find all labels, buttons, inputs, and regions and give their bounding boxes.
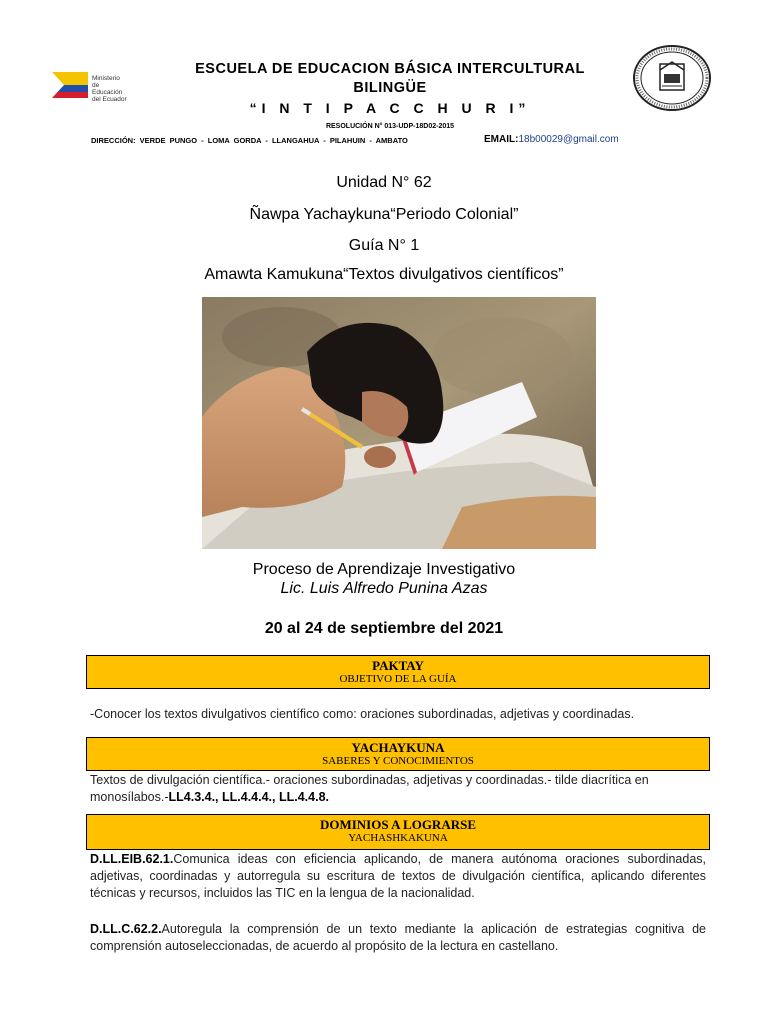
ministry-logo (52, 72, 142, 102)
ecuador-flag-icon (52, 72, 88, 98)
guide-topic: Amawta Kamukuna“Textos divulgativos científicos” (204, 266, 564, 283)
girl-studying-photo (202, 297, 596, 549)
ministry-logo-text: Ministerio de Educación del Ecuador (92, 75, 127, 103)
section-subheading: OBJETIVO DE LA GUÍA (339, 673, 457, 685)
section-paktay-header (86, 655, 710, 689)
email-link[interactable]: 18b00029@gmail.com (518, 134, 619, 145)
domain-2-code: D.LL.C.62.2. (90, 922, 162, 936)
email-label: EMAIL: (484, 134, 519, 145)
domain-2-text: D.LL.C.62.2.Autoregula la comprensión de un texto mediante la aplicación de estrategias cognitiva de comprensión autoseleccionadas, de acuerdo al propósito de la lectura en castellano. (90, 922, 706, 953)
school-title: ESCUELA DE EDUCACION BÁSICA INTERCULTURAL BILINGÜE (195, 61, 585, 96)
section-subheading: SABERES Y CONOCIMIENTOS (322, 755, 474, 767)
school-name: “I N T I P A C C H U R I” (249, 100, 531, 116)
school-seal-icon (632, 44, 712, 112)
guide-number: Guía N° 1 (348, 237, 420, 254)
section-heading: DOMINIOS A LOGRARSE (319, 817, 477, 832)
knowledge-text: Textos de divulgación científica.- oraciones subordinadas, adjetivas y coordinadas.- tilde diacrítica en monosílabos.-LL4.3.4., LL.4.4.4., LL.4.4.8. (90, 773, 649, 804)
process-title: Proceso de Aprendizaje Investigativo (252, 561, 516, 578)
section-heading: PAKTAY (372, 658, 424, 673)
section-yachaykuna-header (86, 737, 710, 771)
resolution-number: RESOLUCIÓN N° 013-UDP-18D02-2015 (325, 123, 455, 130)
objective-text: -Conocer los textos divulgativos científico como: oraciones subordinadas, adjetivas y coordinadas. (90, 707, 635, 721)
domain-1-text: D.LL.EIB.62.1.Comunica ideas con eficiencia aplicando, de manera autónoma oraciones subordinadas, adjetivas, coordinadas y autorregula su escritura de textos de divulgación científica, aplicando diferentes técnicas y recursos, incluidos las TIC en la lengua de la nacionalidad. (90, 852, 706, 900)
section-heading: YACHAYKUNA (351, 740, 445, 755)
school-email (484, 134, 619, 145)
skill-codes: LL4.3.4., LL.4.4.4., LL.4.4.8. (168, 790, 329, 804)
section-subheading: YACHASHKAKUNA (348, 832, 448, 844)
date-range: 20 al 24 de septiembre del 2021 (264, 620, 504, 637)
domain-1-code: D.LL.EIB.62.1. (90, 852, 174, 866)
school-address: DIRECCIÓN: VERDE PUNGO - LOMA GORDA - LLANGAHUA - PILAHUIN - AMBATO (91, 136, 408, 145)
unit-title: Unidad N° 62 (336, 174, 432, 191)
section-dominios-header (86, 814, 710, 850)
author-name: Lic. Luis Alfredo Punina Azas (280, 580, 488, 597)
period-title: Ñawpa Yachaykuna“Periodo Colonial” (249, 206, 519, 223)
